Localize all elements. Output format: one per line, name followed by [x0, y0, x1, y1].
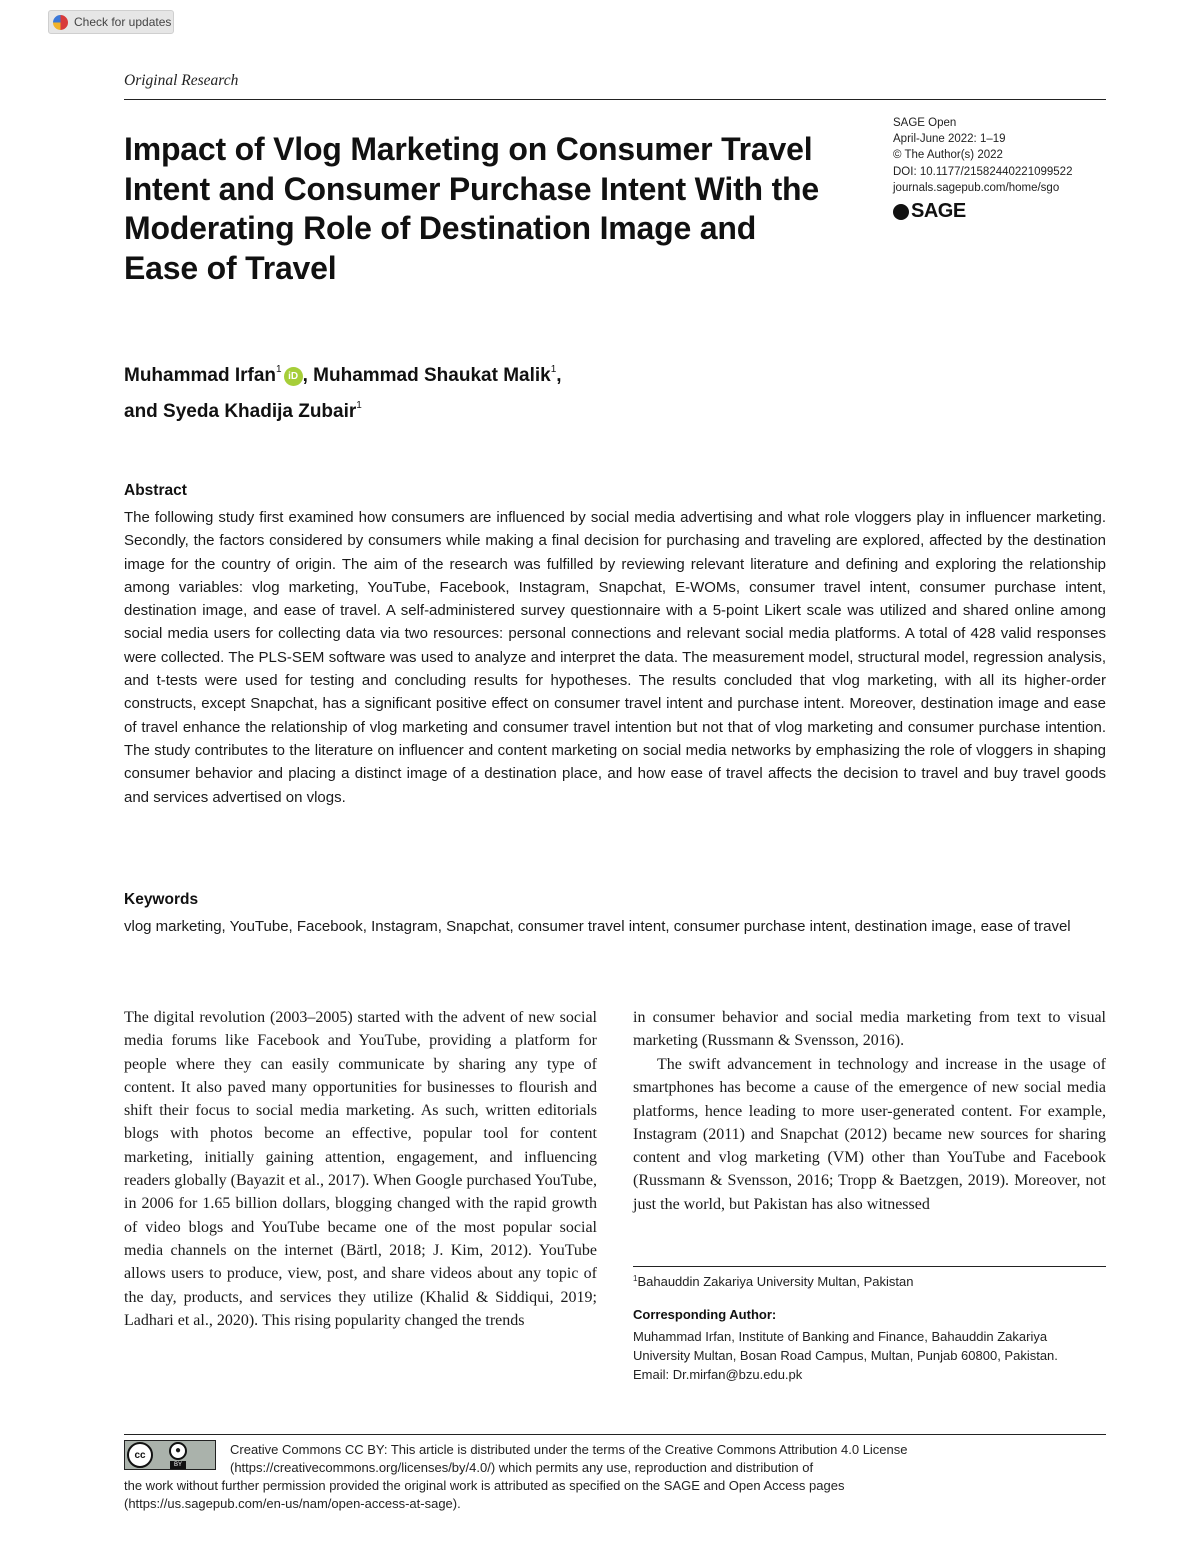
- author-name[interactable]: Muhammad Irfan: [124, 365, 277, 386]
- keywords-text: vlog marketing, YouTube, Facebook, Instagram, Snapchat, consumer travel intent, consumer purchase intent, destination image, ease of travel: [124, 918, 1071, 935]
- article-title: Impact of Vlog Marketing on Consumer Travel Intent and Consumer Purchase Intent With the Moderating Role of Destination Image and Ease of Travel: [124, 131, 819, 286]
- affiliation-marker: 1: [356, 400, 362, 411]
- author-name[interactable]: , Muhammad Shaukat Malik: [302, 365, 551, 386]
- sage-logo-icon: [893, 204, 909, 220]
- journal-doi[interactable]: DOI: 10.1177/21582440221099522: [893, 165, 1073, 178]
- journal-url[interactable]: journals.sagepub.com/home/sgo: [893, 181, 1060, 194]
- corresponding-author-details: [633, 1327, 1106, 1384]
- abstract-text: The following study first examined how consumers are influenced by social media advertising and what role vloggers play in influencer marketing. Secondly, the factors considered by consumers while making a final decision for purchasing and traveling are explored, affected by the destination image for the country of origin. The aim of the research was fulfilled by reviewing relevant literature and defining and exploring the relationship among variables: vlog marketing, YouTube, Facebook, Instagram, Snapchat, E-WOMs, consumer travel intent, consumer purchase intent, destination image, and ease of travel. A self-administered survey questionnaire with a 5-point Likert scale was utilized and shared online among social media users for collecting data via two resources: personal connections and relevant social media platforms. A total of 428 valid responses were collected. The PLS-SEM software was used to analyze and interpret the data. The measurement model, structural model, regression analysis, and t-tests were used for testing and concluding results for hypotheses. The results concluded that vlog marketing, with all its higher-order constructs, except Snapchat, has a significant positive effect on consumer travel intent and purchase intent. Moreover, destination image and ease of travel enhance the relationship of vlog marketing and consumer travel intention but not that of vlog marketing and consumer purchase intention. The study contributes to the literature on influencer and content marketing on social media networks by emphasizing the role of vloggers in shaping consumer behavior and placing a distinct image of a destination place, and how ease of travel affects the decision to travel and buy travel goods and services advertised on vlogs.: [124, 509, 1106, 806]
- affiliation-marker: 1: [550, 364, 557, 375]
- header-rule: [124, 99, 1106, 100]
- affiliation-marker: 1: [276, 364, 282, 375]
- footnote-rule: [633, 1266, 1106, 1267]
- corresponding-author-heading: Corresponding Author:: [633, 1307, 777, 1322]
- by-attribution: [169, 1442, 187, 1469]
- sage-logo: [893, 200, 966, 223]
- affiliation-marker: 1: [633, 1274, 638, 1283]
- crossmark-icon: [53, 15, 68, 30]
- keywords-heading: Keywords: [124, 891, 199, 908]
- affiliation-text: Bahauddin Zakariya University Multan, Pakistan: [637, 1274, 914, 1289]
- body-paragraph: The swift advancement in technology and increase in the usage of smartphones has become a cause of the emergence of new social media platforms, hence leading to more user-generated content. For example, Instagram (2011) and Snapchat (2012) became new sources for sharing content and vlog marketing (VM) other than YouTube and Facebook (Russmann & Svensson, 2016; Tropp & Baetzgen, 2019). Moreover, not just the world, but Pakistan has also witnessed: [633, 1056, 1106, 1213]
- by-label: BY: [170, 1461, 186, 1469]
- check-for-updates-button[interactable]: [48, 10, 174, 34]
- author-name[interactable]: and Syeda Khadija Zubair: [124, 401, 357, 422]
- license-rule: [124, 1434, 1106, 1435]
- corresponding-author-line: Muhammad Irfan, Institute of Banking and Finance, Bahauddin Zakariya: [633, 1329, 1048, 1344]
- license-link[interactable]: (https://creativecommons.org/licenses/by/4.0/) which permits any use, reproduction and distribution of: [230, 1460, 814, 1475]
- license-link[interactable]: (https://us.sagepub.com/en-us/nam/open-access-at-sage).: [124, 1496, 461, 1511]
- journal-info: [893, 115, 1072, 196]
- section-label: Original Research: [124, 72, 239, 89]
- corresponding-author-line: University Multan, Bosan Road Campus, Multan, Punjab 60800, Pakistan.: [633, 1348, 1058, 1363]
- author-separator: ,: [556, 365, 562, 386]
- journal-issue: April-June 2022: 1–19: [893, 133, 1006, 146]
- body-paragraph: The digital revolution (2003–2005) started with the advent of new social media forums like Facebook and YouTube, providing a platform for people where they can easily communicate by sharing any type of content. It also paved many opportunities for businesses to flourish and shift their focus to social media marketing. As such, written editorials blogs with photos become an effective, popular tool for content marketing, initially gaining attention, engagement, and influencing readers globally (Bayazit et al., 2017). When Google purchased YouTube, in 2006 for 1.65 billion dollars, blogging changed with the rapid growth of video blogs and YouTube became one of the most popular social media channels on the internet (Bärtl, 2018; J. Kim, 2012). YouTube allows users to produce, view, post, and share videos about any topic of the day, products, and services they utilize (Khalid & Siddiqui, 2019; Ladhari et al., 2020). This rising popularity changed the trends: [124, 1009, 597, 1329]
- journal-name: SAGE Open: [893, 117, 957, 129]
- abstract-heading: Abstract: [124, 482, 187, 499]
- check-for-updates-label: Check for updates: [74, 15, 172, 29]
- corresponding-author-email[interactable]: Email: Dr.mirfan@bzu.edu.pk: [633, 1367, 803, 1382]
- journal-copyright: © The Author(s) 2022: [893, 149, 1003, 162]
- sage-logo-text: SAGE: [911, 200, 966, 222]
- author-list: [124, 355, 884, 427]
- cc-by-badge[interactable]: [124, 1440, 216, 1470]
- body-paragraph: in consumer behavior and social media marketing from text to visual marketing (Russmann & Svensson, 2016).: [633, 1009, 1106, 1050]
- cc-icon: cc: [127, 1442, 153, 1468]
- affiliation-note: [633, 1274, 913, 1289]
- orcid-icon[interactable]: iD: [284, 367, 303, 386]
- license-text: Creative Commons CC BY: This article is distributed under the terms of the Creative Commons Attribution 4.0 License: [230, 1442, 908, 1457]
- license-text: the work without further permission provided the original work is attributed as specified on the SAGE and Open Access pages: [124, 1478, 845, 1493]
- person-icon: ●: [169, 1442, 187, 1460]
